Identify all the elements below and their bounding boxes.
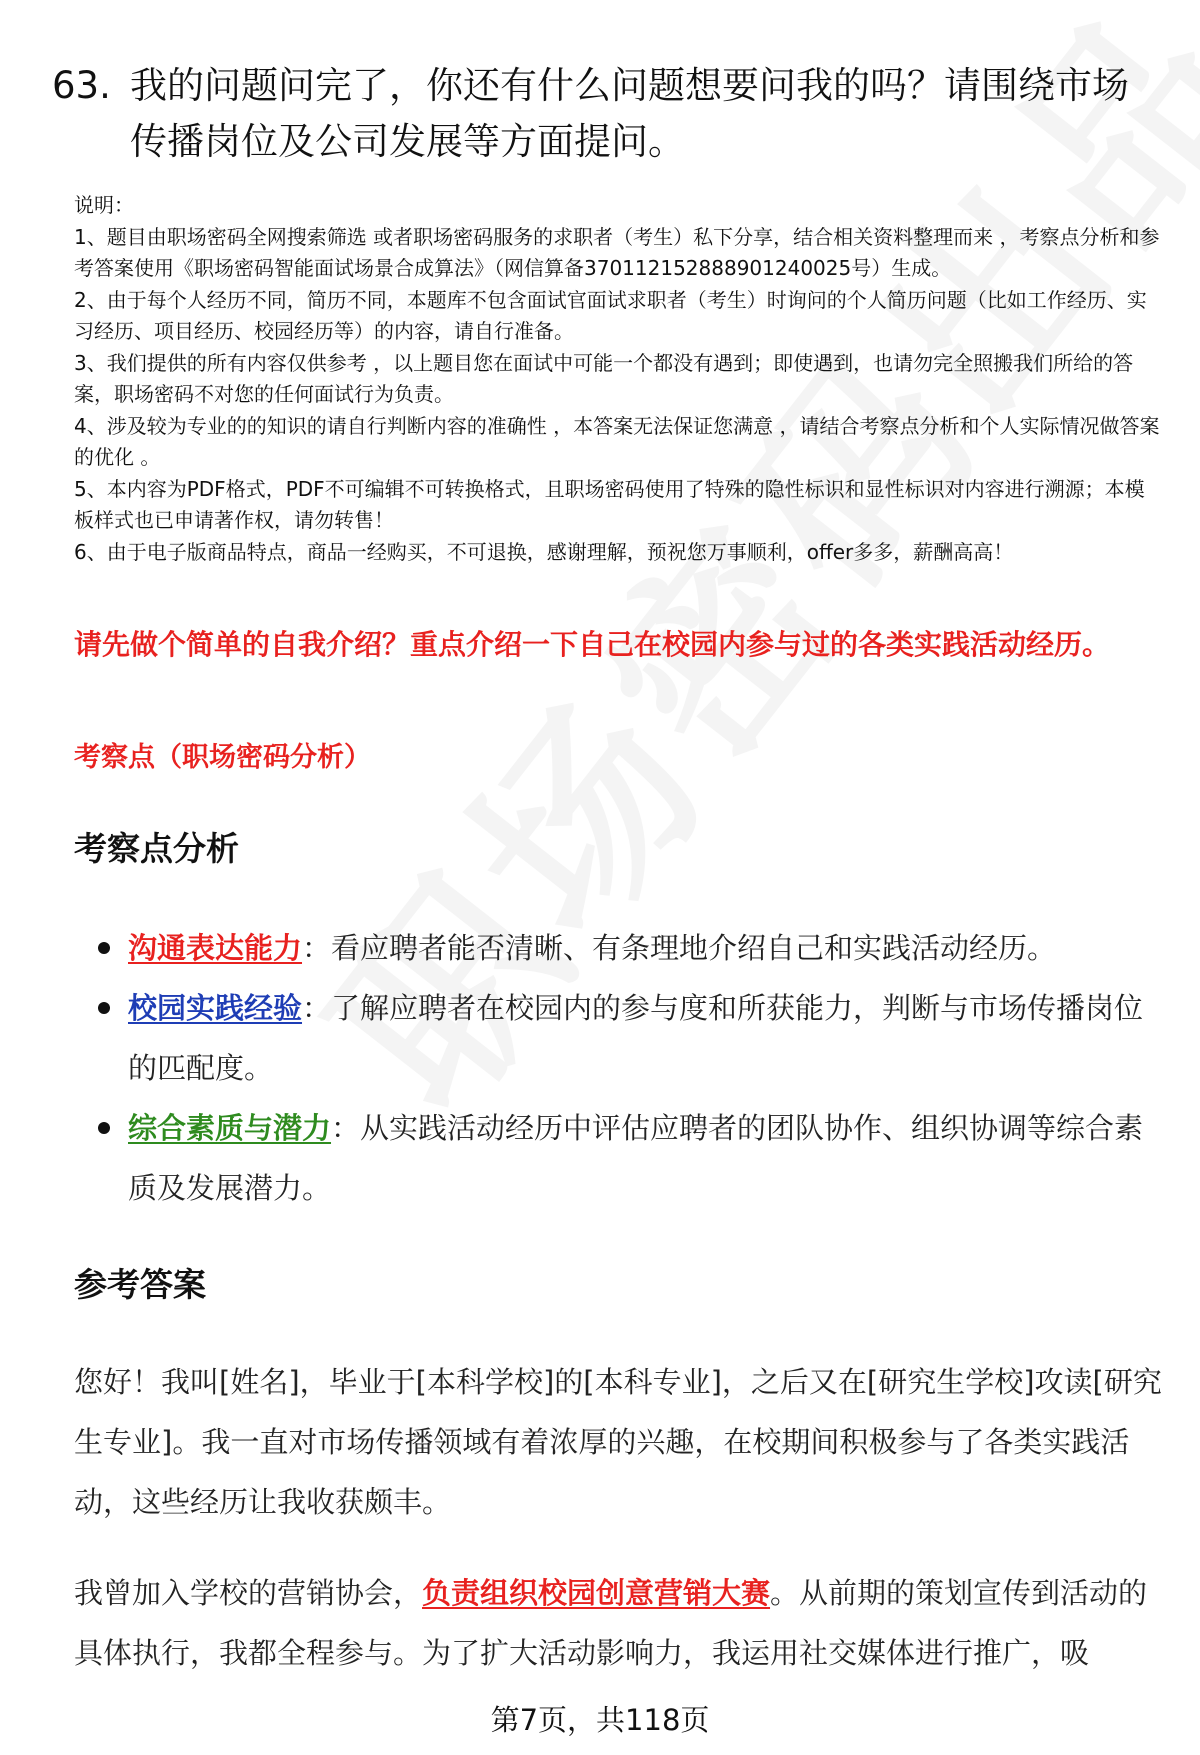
bullet-dot-icon <box>98 1002 110 1014</box>
answer-heading: 参考答案 <box>74 1265 206 1304</box>
highlight-text: 负责组织校园创意营销大赛 <box>422 1576 771 1610</box>
analysis-list <box>98 918 1158 1218</box>
item-text: ：从实践活动经历中评估应聘者的团队协作、组织协调等综合素质及发展潜力。 <box>128 1111 1144 1205</box>
item-text: ：了解应聘者在校园内的参与度和所获能力，判断与市场传播岗位的匹配度。 <box>128 991 1144 1085</box>
analysis-heading: 考察点分析 <box>74 829 239 868</box>
notes-section <box>74 190 1164 568</box>
note-item: 3、我们提供的所有内容仅供参考 ，以上题目您在面试中可能一个都没有遇到；即使遇到，也请勿完全照搬我们所给的答案，职场密码不对您的任何面试行为负责。 <box>74 350 1134 406</box>
question-title <box>52 58 1162 170</box>
note-item: 6、由于电子版商品特点，商品一经购买，不可退换，感谢理解，预祝您万事顺利，offer多多，薪酬高高！ <box>74 539 1014 564</box>
para-text: 。从前期的策划宣传到活动的具体执行，我都全程参与。为了扩大活动影响力，我运用社交媒体进行推广，吸 <box>74 1576 1148 1670</box>
list-item <box>98 1098 1158 1218</box>
note-item: 1、题目由职场密码全网搜索筛选 或者职场密码服务的求职者（考生）私下分享，结合相关资料整理而来 ，考察点分析和参考答案使用《职场密码智能面试场景合成算法》（网信算备370112152888901240025号）生成。 <box>74 224 1160 280</box>
note-item: 2、由于每个人经历不同，简历不同，本题库不包含面试官面试求职者（考生）时询问的个人简历问题（比如工作经历、实习经历、项目经历、校园经历等）的内容，请自行准备。 <box>74 287 1147 343</box>
page-footer: 第7页，共118页 <box>490 1703 710 1737</box>
answer-paragraph-1: 您好！我叫[姓名]，毕业于[本科学校]的[本科专业]，之后又在[研究生学校]攻读[研究生专业]。我一直对市场传播领域有着浓厚的兴趣，在校期间积极参与了各类实践活动，这些经历让我收获颇丰。 <box>74 1365 1162 1519</box>
term-communication: 沟通表达能力 <box>128 931 303 965</box>
answer-paragraph-2 <box>74 1563 1164 1683</box>
list-item <box>98 918 1158 978</box>
bullet-dot-icon <box>98 1122 110 1134</box>
term-campus-practice: 校园实践经验 <box>128 991 303 1025</box>
term-overall-quality: 综合素质与潜力 <box>128 1111 332 1145</box>
para-text: 我曾加入学校的营销协会， <box>74 1576 423 1610</box>
bullet-dot-icon <box>98 942 110 954</box>
analysis-label: 考察点（职场密码分析） <box>74 742 371 773</box>
list-item <box>98 978 1158 1098</box>
notes-heading: 说明： <box>74 193 134 217</box>
interview-prompt: 请先做个简单的自我介绍？重点介绍一下自己在校园内参与过的各类实践活动经历。 <box>74 628 1111 661</box>
question-text: 我的问题问完了，你还有什么问题想要问我的吗？请围绕市场传播岗位及公司发展等方面提问。 <box>130 64 1129 163</box>
item-text: ：看应聘者能否清晰、有条理地介绍自己和实践活动经历。 <box>302 931 1057 965</box>
note-item: 5、本内容为PDF格式，PDF不可编辑不可转换格式，且职场密码使用了特殊的隐性标识和显性标识对内容进行溯源；本模板样式也已申请著作权，请勿转售！ <box>74 476 1145 532</box>
question-number: 63. <box>52 64 111 107</box>
note-item: 4、涉及较为专业的的知识的请自行判断内容的准确性 ，本答案无法保证您满意 ，请结合考察点分析和个人实际情况做答案的优化 。 <box>74 413 1160 469</box>
